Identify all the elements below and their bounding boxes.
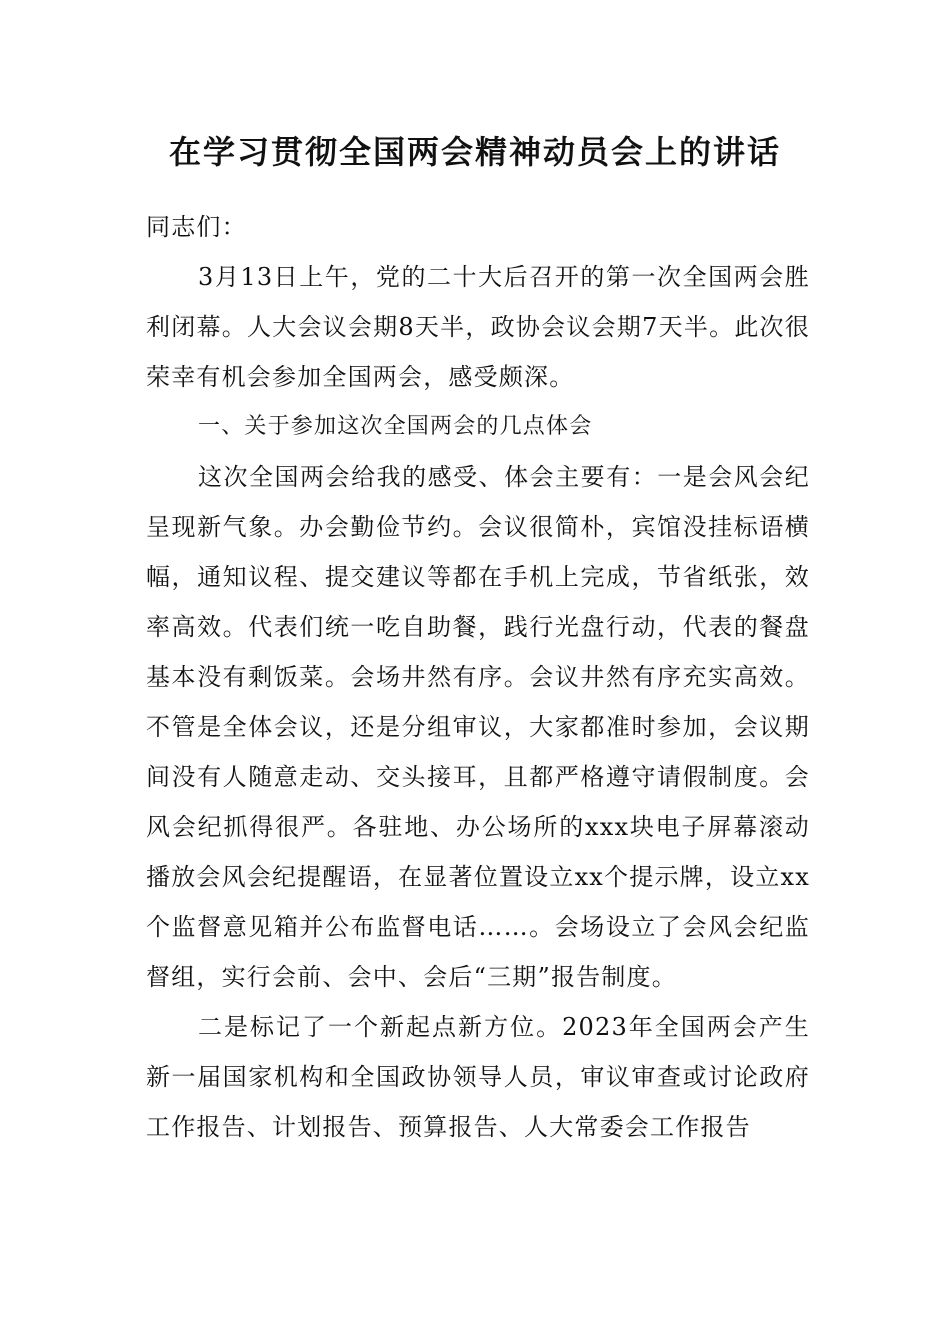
document-body	[146, 202, 810, 1152]
paragraph-intro: 3月13日上午，党的二十大后召开的第一次全国两会胜利闭幕。人大会议会期8天半，政协会议会期7天半。此次很荣幸有机会参加全国两会，感受颇深。	[146, 263, 810, 391]
salutation: 同志们：	[146, 213, 247, 241]
section-heading: 一、关于参加这次全国两会的几点体会	[198, 414, 593, 439]
paragraph-body: 这次全国两会给我的感受、体会主要有：一是会风会纪呈现新气象。办会勤俭节约。会议很简朴，宾馆没挂标语横幅，通知议程、提交建议等都在手机上完成，节省纸张，效率高效。代表们统一吃自助餐，践行光盘行动，代表的餐盘基本没有剩饭菜。会场井然有序。会议井然有序充实高效。不管是全体会议，还是分组审议，大家都准时参加，会议期间没有人随意走动、交头接耳，且都严格遵守请假制度。会风会纪抓得很严。各驻地、办公场所的xxx块电子屏幕滚动播放会风会纪提醒语，在显著位置设立xx个提示牌，设立xx个监督意见箱并公布监督电话……。会场设立了会风会纪监督组，实行会前、会中、会后“三期”报告制度。	[146, 463, 810, 991]
paragraph-body: 二是标记了一个新起点新方位。2023年全国两会产生新一届国家机构和全国政协领导人员，审议审查或讨论政府工作报告、计划报告、预算报告、人大常委会工作报告	[146, 1013, 810, 1141]
document-title: 在学习贯彻全国两会精神动员会上的讲话	[168, 133, 781, 171]
